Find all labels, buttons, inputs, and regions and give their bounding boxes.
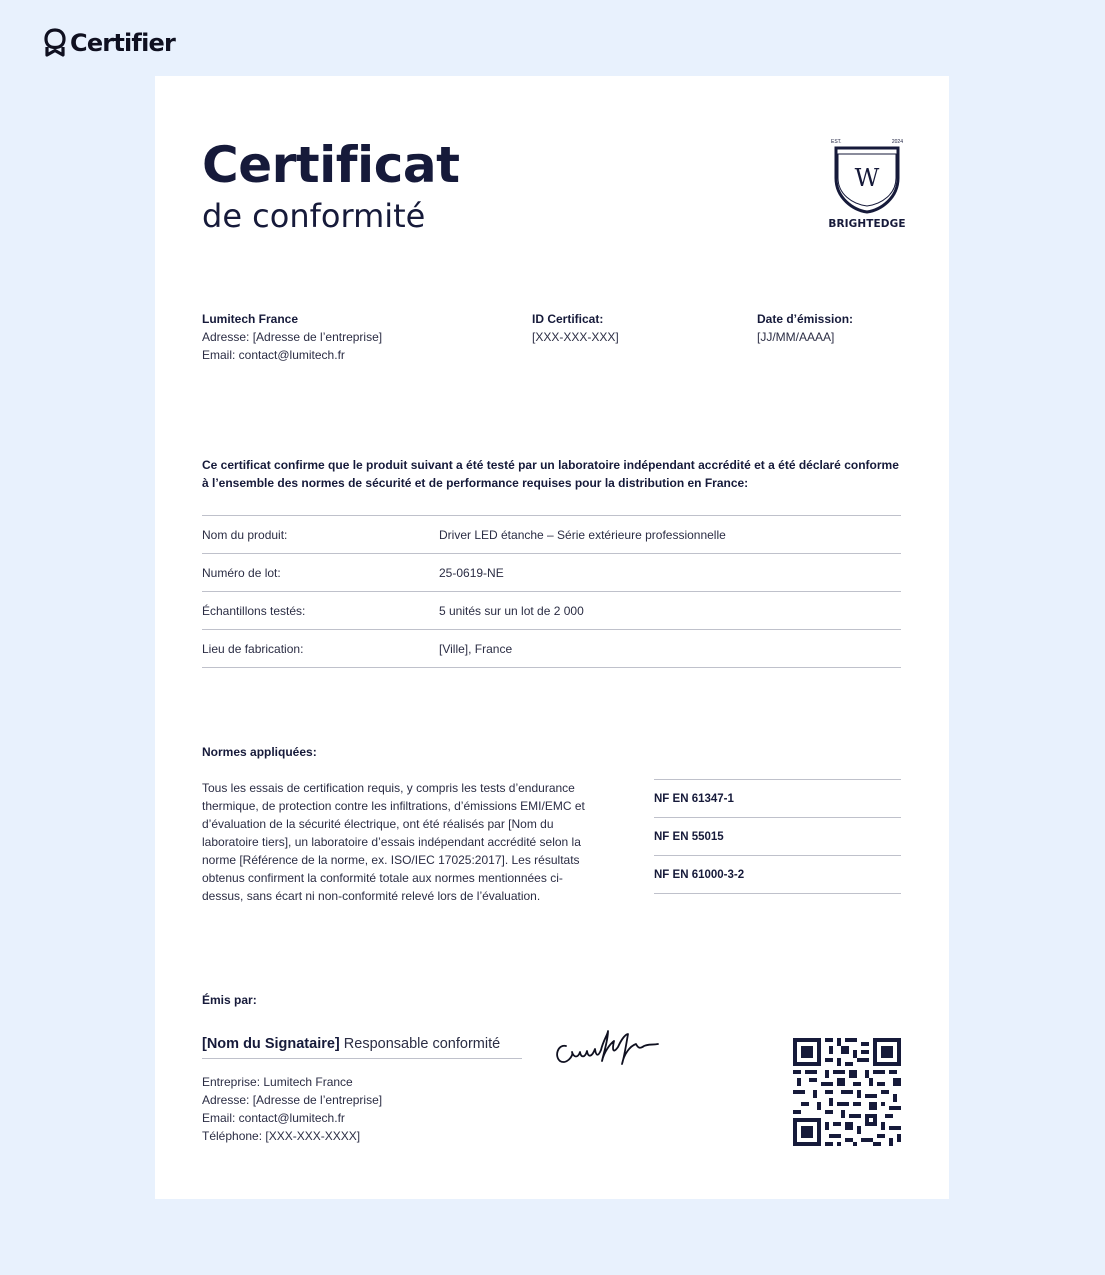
list-item: NF EN 55015: [654, 818, 901, 856]
spec-label: Lieu de fabrication:: [202, 641, 304, 656]
crest-name: BRIGHTEDGE: [828, 218, 906, 230]
signatory-line: [202, 1036, 522, 1059]
handwritten-signature: [552, 1024, 664, 1072]
company-address: Adresse: [Adresse de l’entreprise]: [202, 330, 383, 344]
norms-paragraph: Tous les essais de certification requis, y compris les tests d’endurance thermique, de protection contre les infiltrations, d’émissions EMI/EMC et d’évaluation de la sécurité électrique, ont été réalisés par [Nom du laboratoire tiers], un laboratoire d’essais indépendant accrédité selon la norme [Référence de la norme, ex. ISO/IEC 17025:2017]. Les résultats obtenus confirment la conformité totale aux normes mentionnées ci-dessus, sans écart ni non-conformité relevé lors de l’évaluation.: [202, 781, 585, 903]
company-info: [202, 310, 382, 364]
product-spec-table: [202, 515, 901, 668]
spec-value: [Ville], France: [439, 641, 513, 656]
spec-label: Échantillons testés:: [202, 603, 306, 618]
issue-date-label: Date d’émission:: [757, 312, 854, 326]
signatory-role: Responsable conformité: [343, 1036, 501, 1052]
certificate-id-value: [XXX-XXX-XXX]: [532, 330, 619, 344]
table-row: [202, 516, 901, 554]
certificate-title: Certificat: [202, 136, 460, 194]
company-name: Lumitech France: [202, 312, 299, 326]
norms-heading: Normes appliquées:: [202, 745, 317, 759]
crest-est: EST.: [831, 139, 842, 145]
company-email: Email: contact@lumitech.fr: [202, 348, 345, 362]
spec-value: Driver LED étanche – Série extérieure professionnelle: [439, 527, 726, 542]
list-item: NF EN 61347-1: [654, 780, 901, 818]
certificate-document: [155, 76, 949, 1199]
qr-code: [793, 1038, 901, 1146]
table-row: [202, 592, 901, 630]
brand-logo[interactable]: [44, 28, 175, 58]
issuer-phone: Téléphone: [XXX-XXX-XXXX]: [202, 1129, 361, 1143]
norms-list: [654, 779, 901, 894]
intro-statement: Ce certificat confirme que le produit suivant a été testé par un laboratoire indépendant accrédité et a été déclaré conforme à l’ensemble des normes de sécurité et de performance requises pour la distribution en France:: [202, 458, 899, 490]
certificate-id-label: ID Certificat:: [532, 312, 604, 326]
table-row: [202, 630, 901, 668]
issue-date-info: [757, 310, 853, 346]
issued-by-label: Émis par:: [202, 993, 257, 1007]
issuer-contact: [202, 1073, 382, 1145]
crest-monogram: W: [854, 164, 880, 192]
certifier-logo-icon: [44, 28, 66, 58]
crest-year: 2024: [891, 139, 903, 145]
spec-label: Numéro de lot:: [202, 565, 281, 580]
list-item: NF EN 61000-3-2: [654, 856, 901, 894]
certificate-subtitle: de conformité: [202, 197, 426, 235]
spec-label: Nom du produit:: [202, 527, 288, 542]
brand-name: Certifier: [70, 29, 176, 57]
issuer-address: Adresse: [Adresse de l’entreprise]: [202, 1093, 383, 1107]
spec-value: 5 unités sur un lot de 2 000: [439, 603, 584, 618]
issuer-company: Entreprise: Lumitech France: [202, 1075, 353, 1089]
signatory-name: [Nom du Signataire]: [202, 1036, 340, 1052]
issuer-email: Email: contact@lumitech.fr: [202, 1111, 345, 1125]
issue-date-value: [JJ/MM/AAAA]: [757, 330, 835, 344]
spec-value: 25-0619-NE: [439, 565, 504, 580]
table-row: [202, 554, 901, 592]
certificate-id-info: [532, 310, 619, 346]
